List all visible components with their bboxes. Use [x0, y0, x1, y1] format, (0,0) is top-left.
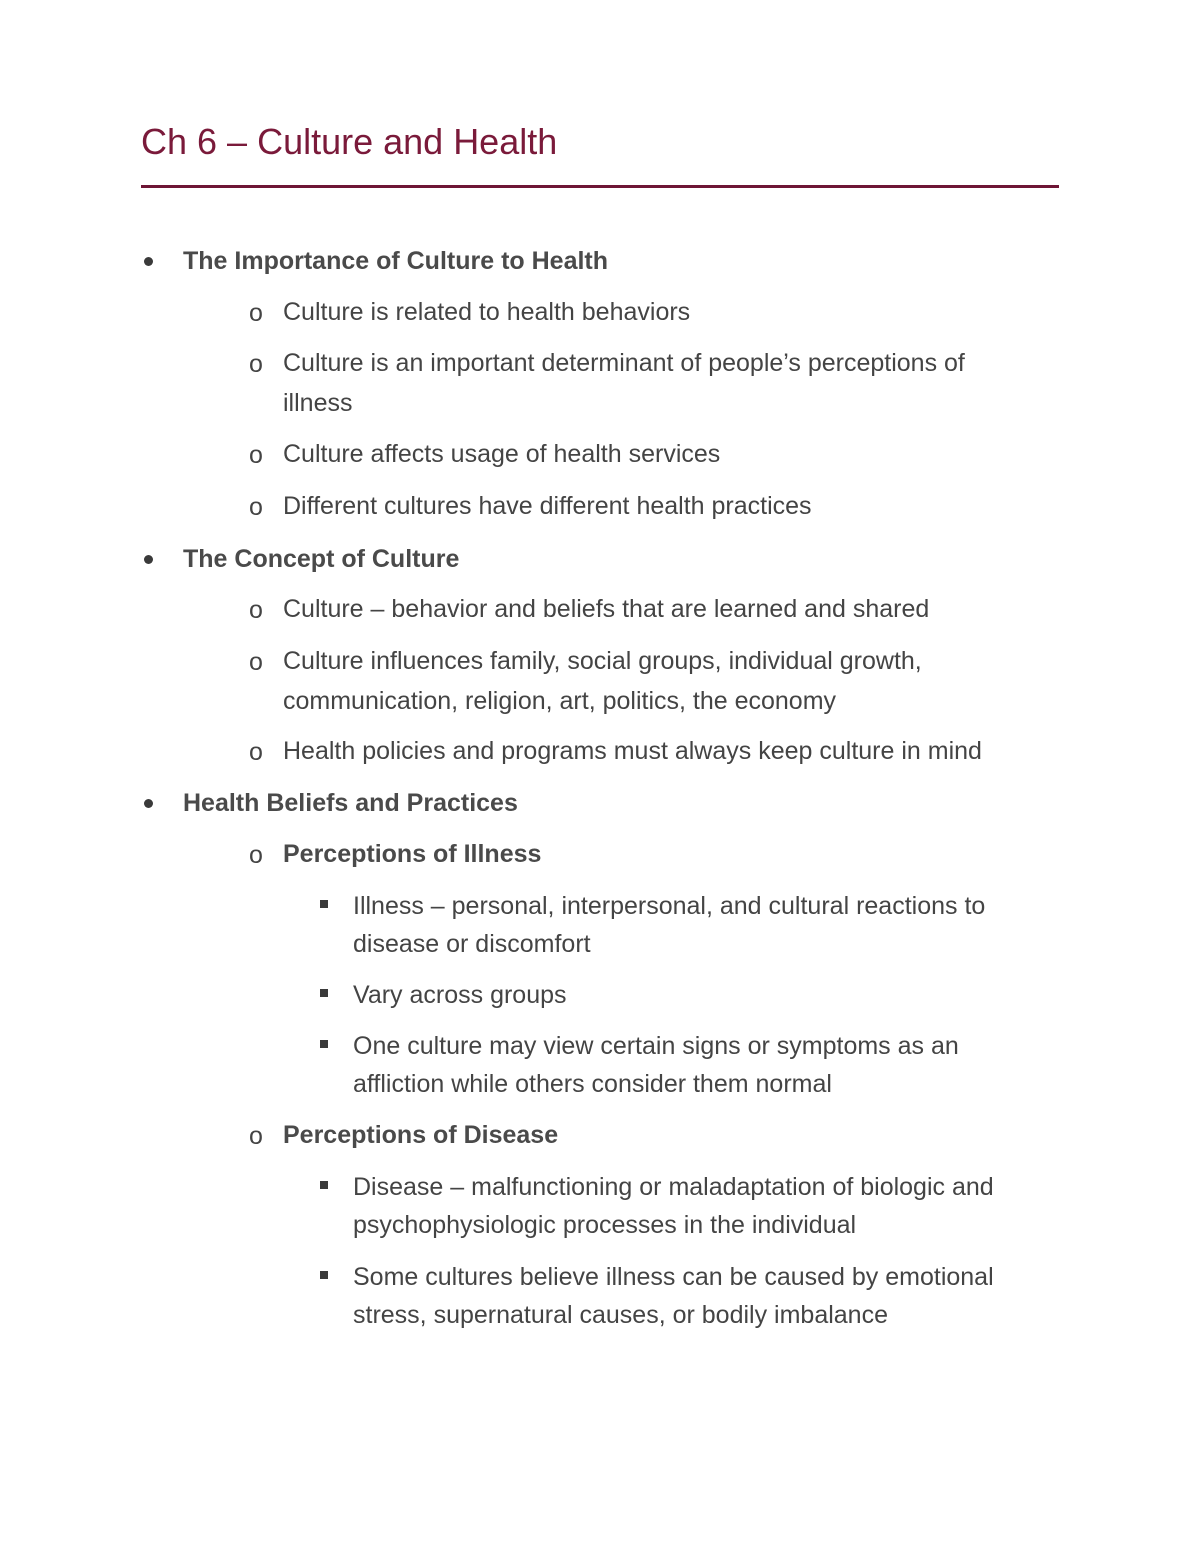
list-item: Different cultures have different health practices	[283, 492, 812, 520]
list-item-continuation: illness	[283, 389, 353, 417]
circle-bullet-icon: o	[249, 596, 263, 624]
list-item-continuation: stress, supernatural causes, or bodily imbalance	[353, 1301, 888, 1329]
circle-bullet-icon: o	[249, 441, 263, 469]
section-heading: Health Beliefs and Practices	[183, 789, 518, 817]
circle-bullet-icon: o	[249, 648, 263, 676]
circle-bullet-icon: o	[249, 493, 263, 521]
list-item: Health policies and programs must always keep culture in mind	[283, 737, 982, 765]
list-item: Vary across groups	[353, 981, 567, 1009]
list-item: Some cultures believe illness can be caused by emotional	[353, 1263, 994, 1291]
list-item-continuation: communication, religion, art, politics, the economy	[283, 687, 837, 715]
bullet-dot-icon	[144, 555, 153, 564]
list-item-continuation: disease or discomfort	[353, 930, 591, 958]
list-item: One culture may view certain signs or symptoms as an	[353, 1032, 959, 1060]
list-item: Culture influences family, social groups, individual growth,	[283, 647, 922, 675]
square-bullet-icon	[320, 1181, 328, 1189]
bullet-dot-icon	[144, 257, 153, 266]
list-item-continuation: affliction while others consider them normal	[353, 1070, 832, 1098]
square-bullet-icon	[320, 1271, 328, 1279]
circle-bullet-icon: o	[249, 841, 263, 869]
list-item-continuation: psychophysiologic processes in the individual	[353, 1211, 857, 1239]
list-item: Disease – malfunctioning or maladaptation of biologic and	[353, 1173, 994, 1201]
circle-bullet-icon: o	[249, 299, 263, 327]
square-bullet-icon	[320, 1040, 328, 1048]
title-divider	[141, 185, 1059, 188]
list-item: Culture affects usage of health services	[283, 440, 721, 468]
circle-bullet-icon: o	[249, 350, 263, 378]
section-heading: The Importance of Culture to Health	[183, 247, 609, 275]
list-item: Illness – personal, interpersonal, and cultural reactions to	[353, 892, 986, 920]
square-bullet-icon	[320, 989, 328, 997]
page-title: Ch 6 – Culture and Health	[141, 121, 558, 162]
circle-bullet-icon: o	[249, 738, 263, 766]
section-heading: The Concept of Culture	[183, 545, 460, 573]
bullet-dot-icon	[144, 799, 153, 808]
subsection-heading: Perceptions of Illness	[283, 840, 542, 868]
square-bullet-icon	[320, 900, 328, 908]
list-item: Culture – behavior and beliefs that are learned and shared	[283, 595, 930, 623]
subsection-heading: Perceptions of Disease	[283, 1121, 559, 1149]
list-item: Culture is an important determinant of people’s perceptions of	[283, 349, 965, 377]
circle-bullet-icon: o	[249, 1122, 263, 1150]
list-item: Culture is related to health behaviors	[283, 298, 691, 326]
